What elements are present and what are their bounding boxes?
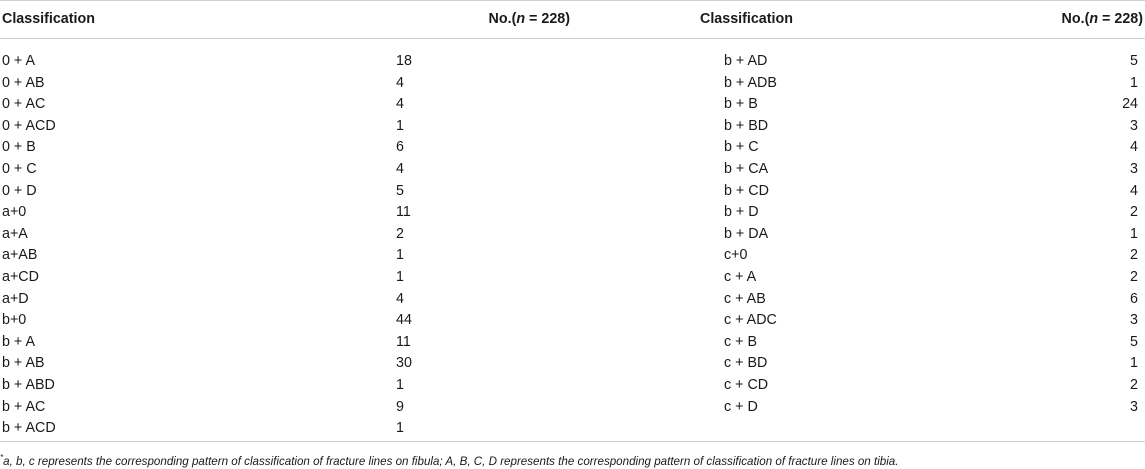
header-left-count bbox=[300, 1, 570, 39]
left-classification-cell: a+0 bbox=[2, 204, 27, 221]
right-count-cell: 5 bbox=[1130, 333, 1138, 350]
left-count-cell: 2 bbox=[396, 225, 404, 242]
right-classification-cell bbox=[570, 418, 870, 440]
left-classification-cell: 0 + AB bbox=[2, 74, 45, 91]
left-classification-cell: 0 + AC bbox=[2, 96, 46, 113]
right-count-cell: 24 bbox=[1122, 96, 1138, 113]
table-footnote bbox=[0, 441, 1145, 468]
table-row bbox=[0, 310, 1145, 332]
right-count-cell: 4 bbox=[1130, 139, 1138, 156]
footnote-text: a, b, c represents the corresponding pattern of classification of fracture lines on fibula; A, B, C, D represents the corresponding pattern of classification of fracture lines on tibia. bbox=[3, 454, 899, 468]
left-count-cell: 6 bbox=[396, 139, 404, 156]
left-count-cell: 30 bbox=[396, 355, 412, 372]
header-left-count-prefix: No.( bbox=[488, 10, 517, 27]
right-classification-cell: c + CD bbox=[724, 376, 769, 393]
left-classification-cell: 0 + C bbox=[2, 160, 37, 177]
left-classification-cell: a+D bbox=[2, 290, 29, 307]
right-classification-cell: b + D bbox=[724, 204, 759, 221]
right-classification-cell: b + ADB bbox=[724, 74, 777, 91]
left-classification-cell: b + ABD bbox=[2, 376, 55, 393]
right-count-cell bbox=[870, 418, 1145, 440]
left-classification-cell: 0 + B bbox=[2, 139, 36, 156]
right-classification-cell: b + C bbox=[724, 139, 759, 156]
right-count-cell: 2 bbox=[1130, 204, 1138, 221]
table-row bbox=[0, 73, 1145, 95]
right-classification-cell: b + CA bbox=[724, 160, 769, 177]
right-classification-cell: c + AB bbox=[724, 290, 766, 307]
left-count-cell: 4 bbox=[396, 290, 404, 307]
table-row bbox=[0, 375, 1145, 397]
header-right-count bbox=[870, 1, 1145, 39]
right-count-cell: 3 bbox=[1130, 160, 1138, 177]
left-classification-cell: 0 + ACD bbox=[2, 117, 56, 134]
table-row bbox=[0, 332, 1145, 354]
right-count-cell: 3 bbox=[1130, 117, 1138, 134]
header-right-count-n: n bbox=[1089, 10, 1099, 27]
right-classification-cell: c + BD bbox=[724, 355, 768, 372]
right-classification-cell: c + B bbox=[724, 333, 757, 350]
table-row bbox=[0, 159, 1145, 181]
table-row bbox=[0, 353, 1145, 375]
header-right-count-suffix: = 228) bbox=[1098, 10, 1143, 27]
footnote-marker: * bbox=[0, 453, 4, 462]
table-row bbox=[0, 267, 1145, 289]
left-count-cell: 1 bbox=[396, 268, 404, 285]
table-row bbox=[0, 116, 1145, 138]
right-count-cell: 1 bbox=[1130, 74, 1138, 91]
right-count-cell: 2 bbox=[1130, 247, 1138, 264]
left-classification-cell: b + AC bbox=[2, 398, 46, 415]
right-classification-cell: b + B bbox=[724, 96, 758, 113]
header-left-classification: Classification bbox=[0, 1, 300, 39]
table-row bbox=[0, 224, 1145, 246]
left-count-cell: 44 bbox=[396, 312, 412, 329]
right-classification-cell: c + D bbox=[724, 398, 758, 415]
left-classification-cell: b + AB bbox=[2, 355, 45, 372]
right-count-cell: 6 bbox=[1130, 290, 1138, 307]
table-row bbox=[0, 94, 1145, 116]
right-classification-cell: c+0 bbox=[724, 247, 748, 264]
left-classification-cell: b+0 bbox=[2, 312, 27, 329]
right-classification-cell: b + DA bbox=[724, 225, 769, 242]
left-count-cell: 18 bbox=[396, 53, 412, 69]
left-classification-cell: a+A bbox=[2, 225, 28, 242]
header-right-count-prefix: No.( bbox=[1061, 10, 1090, 27]
table-row bbox=[0, 289, 1145, 311]
left-count-cell: 1 bbox=[396, 247, 404, 264]
left-count-cell: 4 bbox=[396, 74, 404, 91]
header-right-classification: Classification bbox=[570, 1, 870, 39]
right-count-cell: 5 bbox=[1130, 53, 1138, 69]
right-count-cell: 1 bbox=[1130, 225, 1138, 242]
left-count-cell: 1 bbox=[396, 376, 404, 393]
left-count-cell: 5 bbox=[396, 182, 404, 199]
right-count-cell: 3 bbox=[1130, 398, 1138, 415]
left-count-cell: 9 bbox=[396, 398, 404, 415]
left-classification-cell: 0 + A bbox=[2, 53, 35, 69]
table-row bbox=[0, 181, 1145, 203]
right-count-cell: 1 bbox=[1130, 355, 1138, 372]
left-count-cell: 1 bbox=[396, 420, 404, 437]
right-count-cell: 3 bbox=[1130, 312, 1138, 329]
right-classification-cell: c + A bbox=[724, 268, 757, 285]
left-count-cell: 11 bbox=[396, 333, 411, 350]
table-body bbox=[0, 39, 1145, 440]
left-classification-cell: 0 + D bbox=[2, 182, 37, 199]
right-count-cell: 4 bbox=[1130, 182, 1138, 199]
left-count-cell: 4 bbox=[396, 96, 404, 113]
table-row bbox=[0, 245, 1145, 267]
right-count-cell: 2 bbox=[1130, 268, 1138, 285]
header-left-count-n: n bbox=[516, 10, 526, 27]
table-row bbox=[0, 202, 1145, 224]
right-classification-cell: b + AD bbox=[724, 53, 768, 69]
left-count-cell: 11 bbox=[396, 204, 411, 221]
right-classification-cell: c + ADC bbox=[724, 312, 777, 329]
left-classification-cell: a+CD bbox=[2, 268, 39, 285]
table-row bbox=[0, 397, 1145, 419]
left-classification-cell: b + ACD bbox=[2, 420, 56, 437]
right-count-cell: 2 bbox=[1130, 376, 1138, 393]
table-header-row bbox=[0, 1, 1145, 39]
header-left-count-suffix: = 228) bbox=[525, 10, 570, 27]
right-classification-cell: b + BD bbox=[724, 117, 769, 134]
left-classification-cell: b + A bbox=[2, 333, 35, 350]
left-classification-cell: a+AB bbox=[2, 247, 38, 264]
left-count-cell: 1 bbox=[396, 117, 404, 134]
table-row bbox=[0, 418, 1145, 440]
table-row bbox=[0, 39, 1145, 73]
table-row bbox=[0, 137, 1145, 159]
right-classification-cell: b + CD bbox=[724, 182, 769, 199]
left-count-cell: 4 bbox=[396, 160, 404, 177]
